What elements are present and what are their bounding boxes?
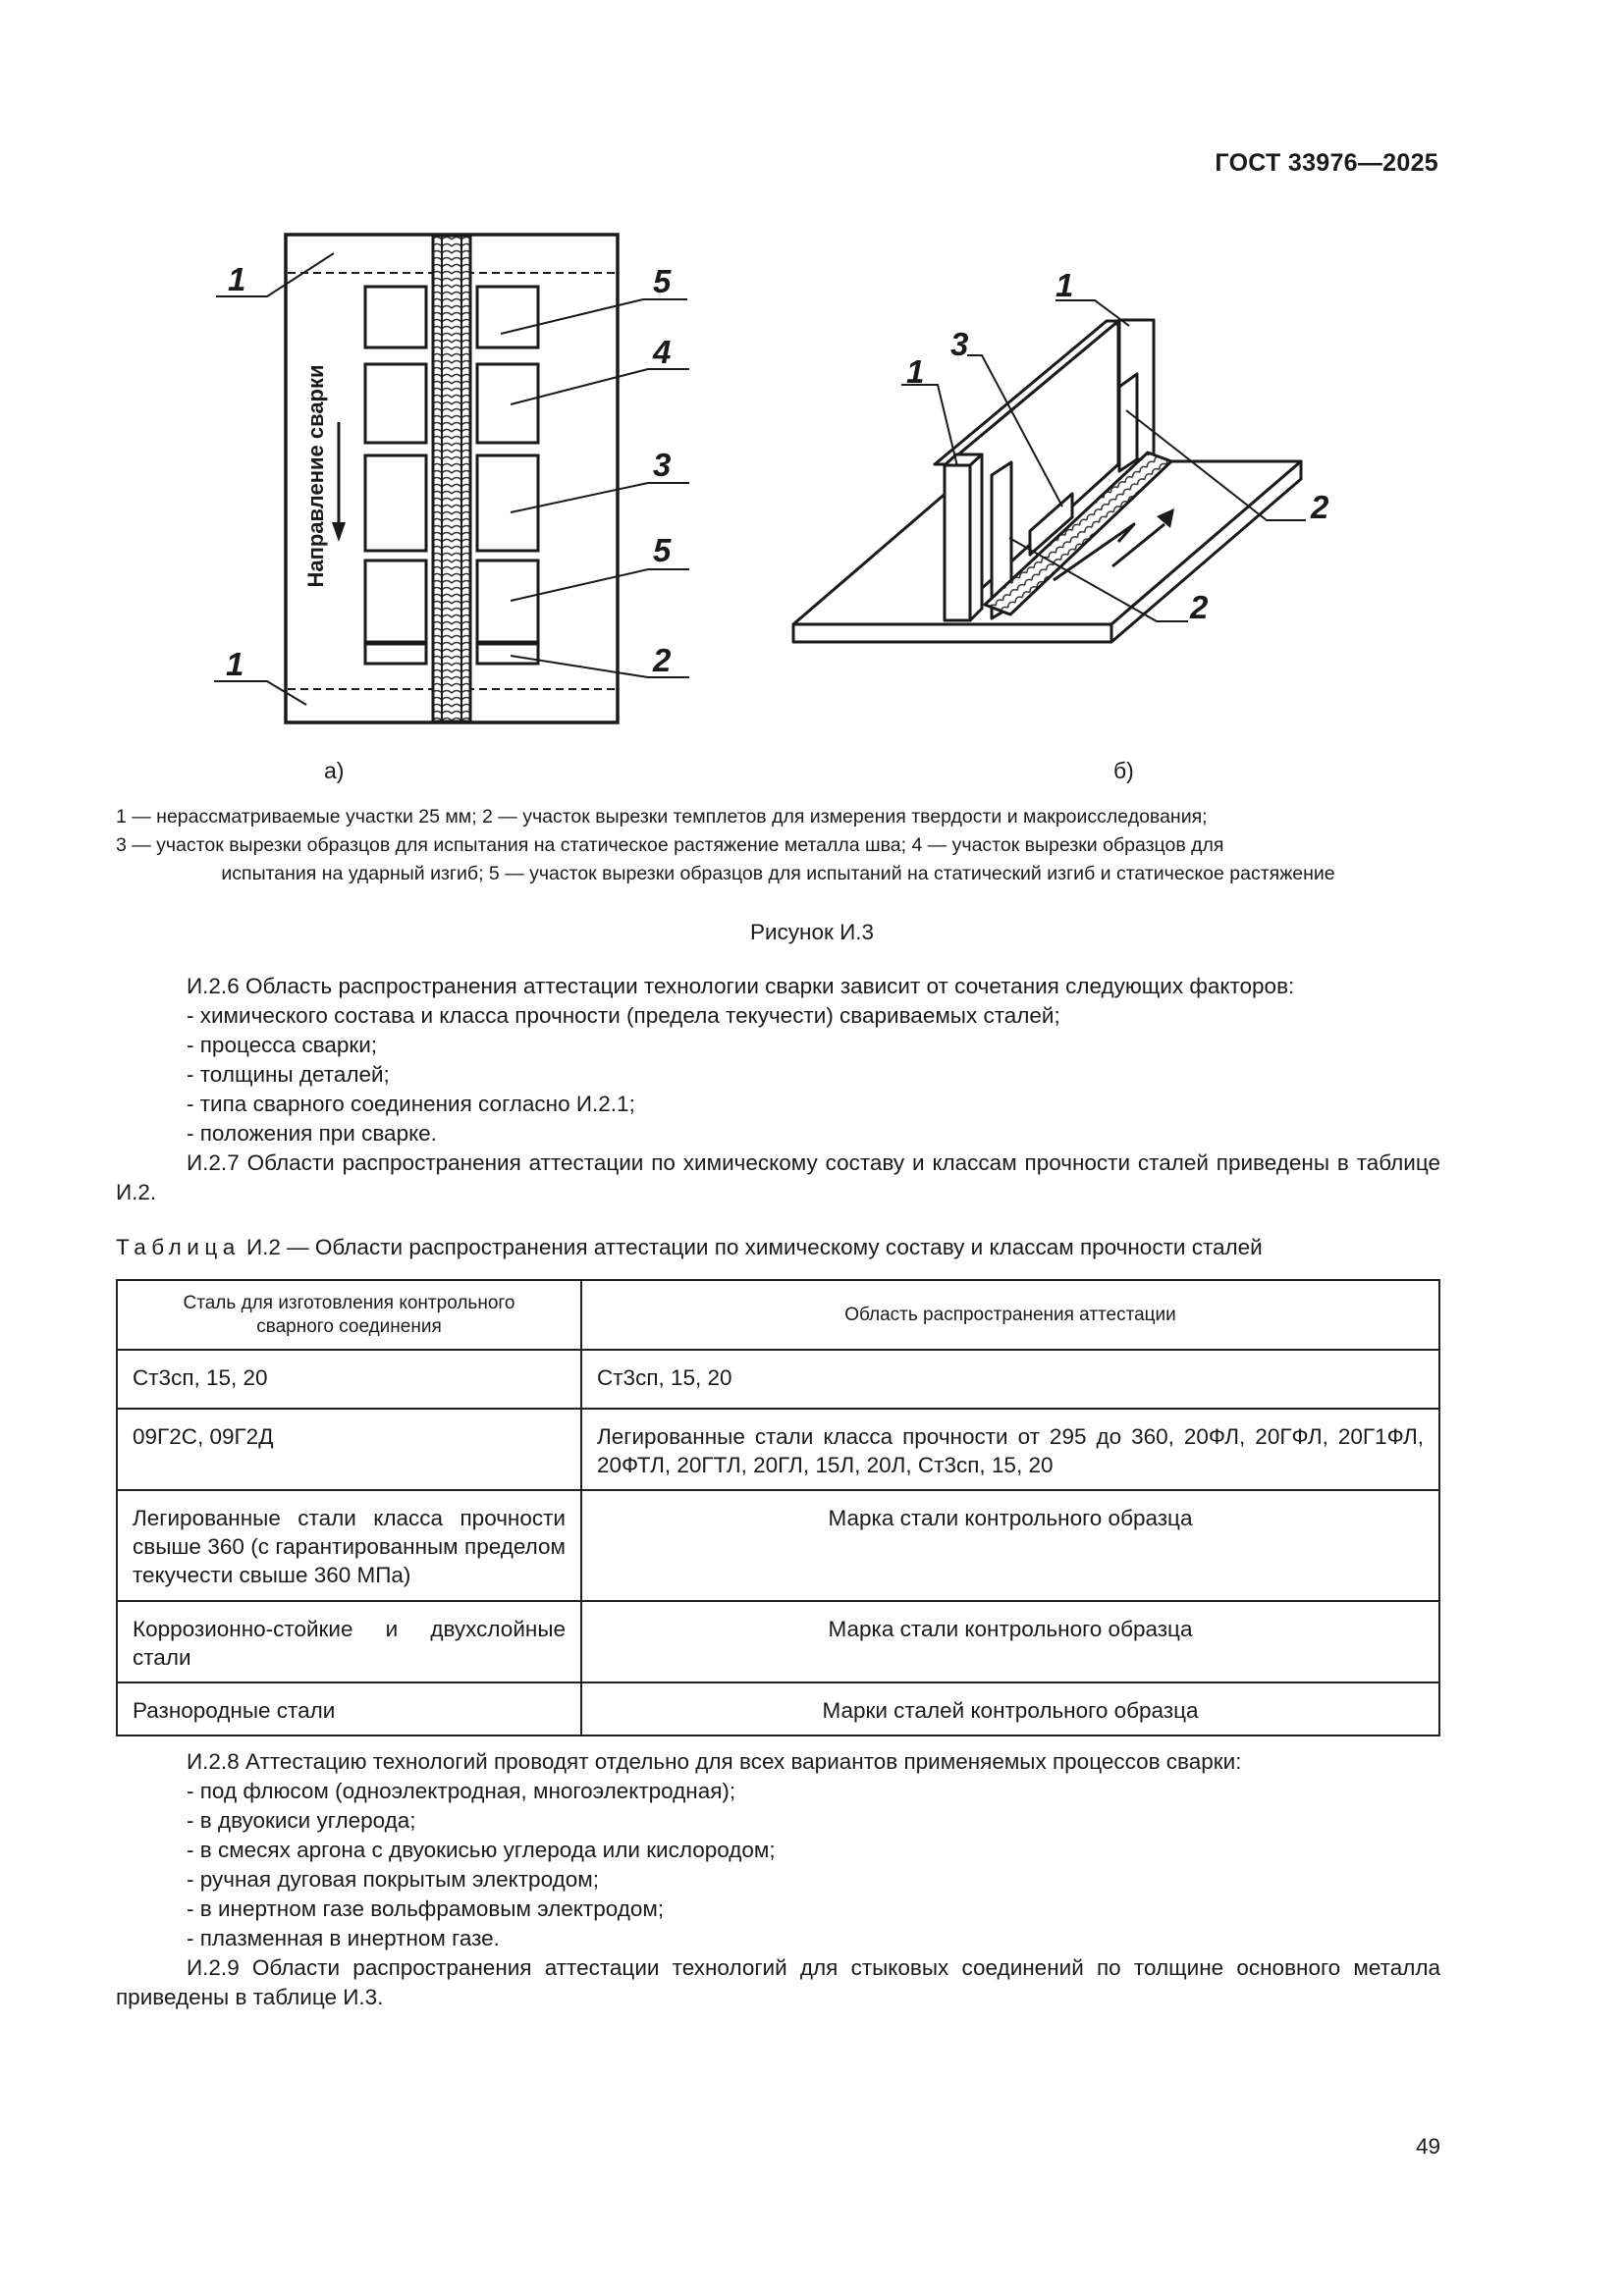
table-title [116, 1235, 1451, 1260]
paragraph-i-2-6: И.2.6 Область распространения аттестации технологии сварки зависит от сочетания следующих факторов: [187, 974, 1295, 998]
table-row [117, 1409, 1439, 1490]
process-item: - в смесях аргона с двуокисью углерода или кислородом; [187, 1838, 776, 1862]
callout-1-top-b: 1 [1056, 267, 1074, 303]
callout-4-a: 4 [653, 334, 672, 370]
callout-5-bottom-a: 5 [653, 532, 672, 568]
table-i-2 [116, 1279, 1440, 1736]
callout-1-top-a: 1 [228, 261, 246, 297]
cell-steel: Разнородные стали [117, 1682, 581, 1735]
table-row [117, 1682, 1439, 1735]
callout-2-a: 2 [653, 642, 672, 678]
panel-a [214, 235, 689, 722]
specimen-2-right [477, 644, 538, 664]
table-title-word: Таблица [116, 1235, 241, 1259]
panel-b [793, 320, 1301, 642]
callout-3-a: 3 [653, 447, 672, 483]
table-title-text: И.2 — Области распространения аттестации по химическому составу и классам прочности сталей [240, 1235, 1263, 1259]
cell-scope: Марка стали контрольного образца [581, 1490, 1439, 1601]
legend-line-1: 1 — нерассматриваемые участки 25 мм; 2 — участок вырезки темплетов для измерения твердости и макроисследования; [116, 806, 1208, 828]
cell-steel: Ст3сп, 15, 20 [117, 1350, 581, 1409]
header-scope: Область распространения аттестации [581, 1280, 1439, 1350]
specimen-2-right-b [1119, 374, 1137, 471]
welding-direction-label: Направление сварки [303, 364, 328, 588]
process-item: - в инертном газе вольфрамовым электродом; [187, 1896, 665, 1921]
process-item: - ручная дуговая покрытым электродом; [187, 1867, 599, 1892]
panel-b-label: б) [1113, 758, 1134, 783]
legend-line-2: 3 — участок вырезки образцов для испытания на статическое растяжение металла шва; 4 — участок вырезки образцов для [116, 834, 1224, 856]
specimen-4-right [477, 364, 538, 443]
specimen-4-left [365, 364, 426, 443]
table-row [117, 1490, 1439, 1601]
weld-bead-a [433, 236, 470, 721]
callout-2-bottom-b: 2 [1190, 589, 1209, 625]
factor-item: - химического состава и класса прочности (предела текучести) свариваемых сталей; [187, 1003, 1060, 1028]
strip-1-left-side [970, 454, 982, 620]
specimen-3-left [365, 455, 426, 551]
table-header-row [117, 1280, 1439, 1350]
callout-5-top-a: 5 [653, 263, 672, 299]
cell-scope: Марки сталей контрольного образца [581, 1682, 1439, 1735]
specimen-5-left-top [365, 287, 426, 347]
specimen-3-right [477, 455, 538, 551]
cell-scope: Легированные стали класса прочности от 295 до 360, 20ФЛ, 20ГФЛ, 20Г1ФЛ, 20ФТЛ, 20ГТЛ, 20ГЛ, 15Л, 20Л, Ст3сп, 15, 20 [581, 1409, 1439, 1490]
callout-1-left-b: 1 [906, 353, 925, 390]
legend-line-3: испытания на ударный изгиб; 5 — участок вырезки образцов для испытаний на статический изгиб и статическое растяжение [221, 863, 1335, 884]
paragraph-i-2-9: И.2.9 Области распространения аттестации технологий для стыковых соединений по толщине основного металла приведены в таблице И.3. [116, 1955, 1440, 2009]
header-steel: Сталь для изготовления контрольного сварного соединения [117, 1280, 581, 1350]
specimen-5-left-bottom [365, 561, 426, 642]
process-item: - в двуокиси углерода; [187, 1808, 416, 1833]
factor-item: - положения при сварке. [187, 1121, 437, 1146]
strip-1-left [945, 465, 970, 620]
process-item: - плазменная в инертном газе. [187, 1926, 500, 1950]
document-code: ГОСТ 33976—2025 [1215, 149, 1438, 177]
base-plate-front [793, 624, 1111, 642]
callout-2-right-b: 2 [1311, 489, 1329, 525]
specimen-5-right-bottom [477, 561, 538, 642]
panel-a-label: а) [324, 758, 345, 783]
process-item: - под флюсом (одноэлектродная, многоэлектродная); [187, 1779, 736, 1803]
factor-item: - типа сварного соединения согласно И.2.1; [187, 1092, 635, 1116]
specimen-5-right-top [477, 287, 538, 347]
section-i-2-6-i-2-7 [116, 972, 1440, 1207]
figure-caption: Рисунок И.3 [749, 920, 875, 944]
cell-steel: 09Г2С, 09Г2Д [117, 1409, 581, 1490]
paragraph-i-2-8: И.2.8 Аттестацию технологий проводят отдельно для всех вариантов применяемых процессов сварки: [187, 1749, 1242, 1774]
table-row [117, 1601, 1439, 1682]
figure-i3 [0, 0, 1624, 785]
section-i-2-8-i-2-9 [116, 1747, 1440, 2012]
cell-scope: Ст3сп, 15, 20 [581, 1350, 1439, 1409]
cell-scope: Марка стали контрольного образца [581, 1601, 1439, 1682]
factor-item: - процесса сварки; [187, 1033, 378, 1057]
factor-item: - толщины деталей; [187, 1062, 390, 1087]
cell-steel: Легированные стали класса прочности свыше 360 (с гарантированным пределом текучести свыше 360 МПа) [117, 1490, 581, 1601]
callout-1-bottom-a: 1 [226, 646, 244, 682]
specimen-2-left [365, 644, 426, 664]
table-row [117, 1350, 1439, 1409]
paragraph-i-2-7: И.2.7 Области распространения аттестации по химическому составу и классам прочности сталей приведены в таблице И.2. [116, 1150, 1440, 1204]
callout-3-b: 3 [950, 326, 969, 362]
page-number: 49 [1415, 2134, 1440, 2159]
figure-legend [116, 803, 1440, 888]
cell-steel: Коррозионно-стойкие и двухслойные стали [117, 1601, 581, 1682]
